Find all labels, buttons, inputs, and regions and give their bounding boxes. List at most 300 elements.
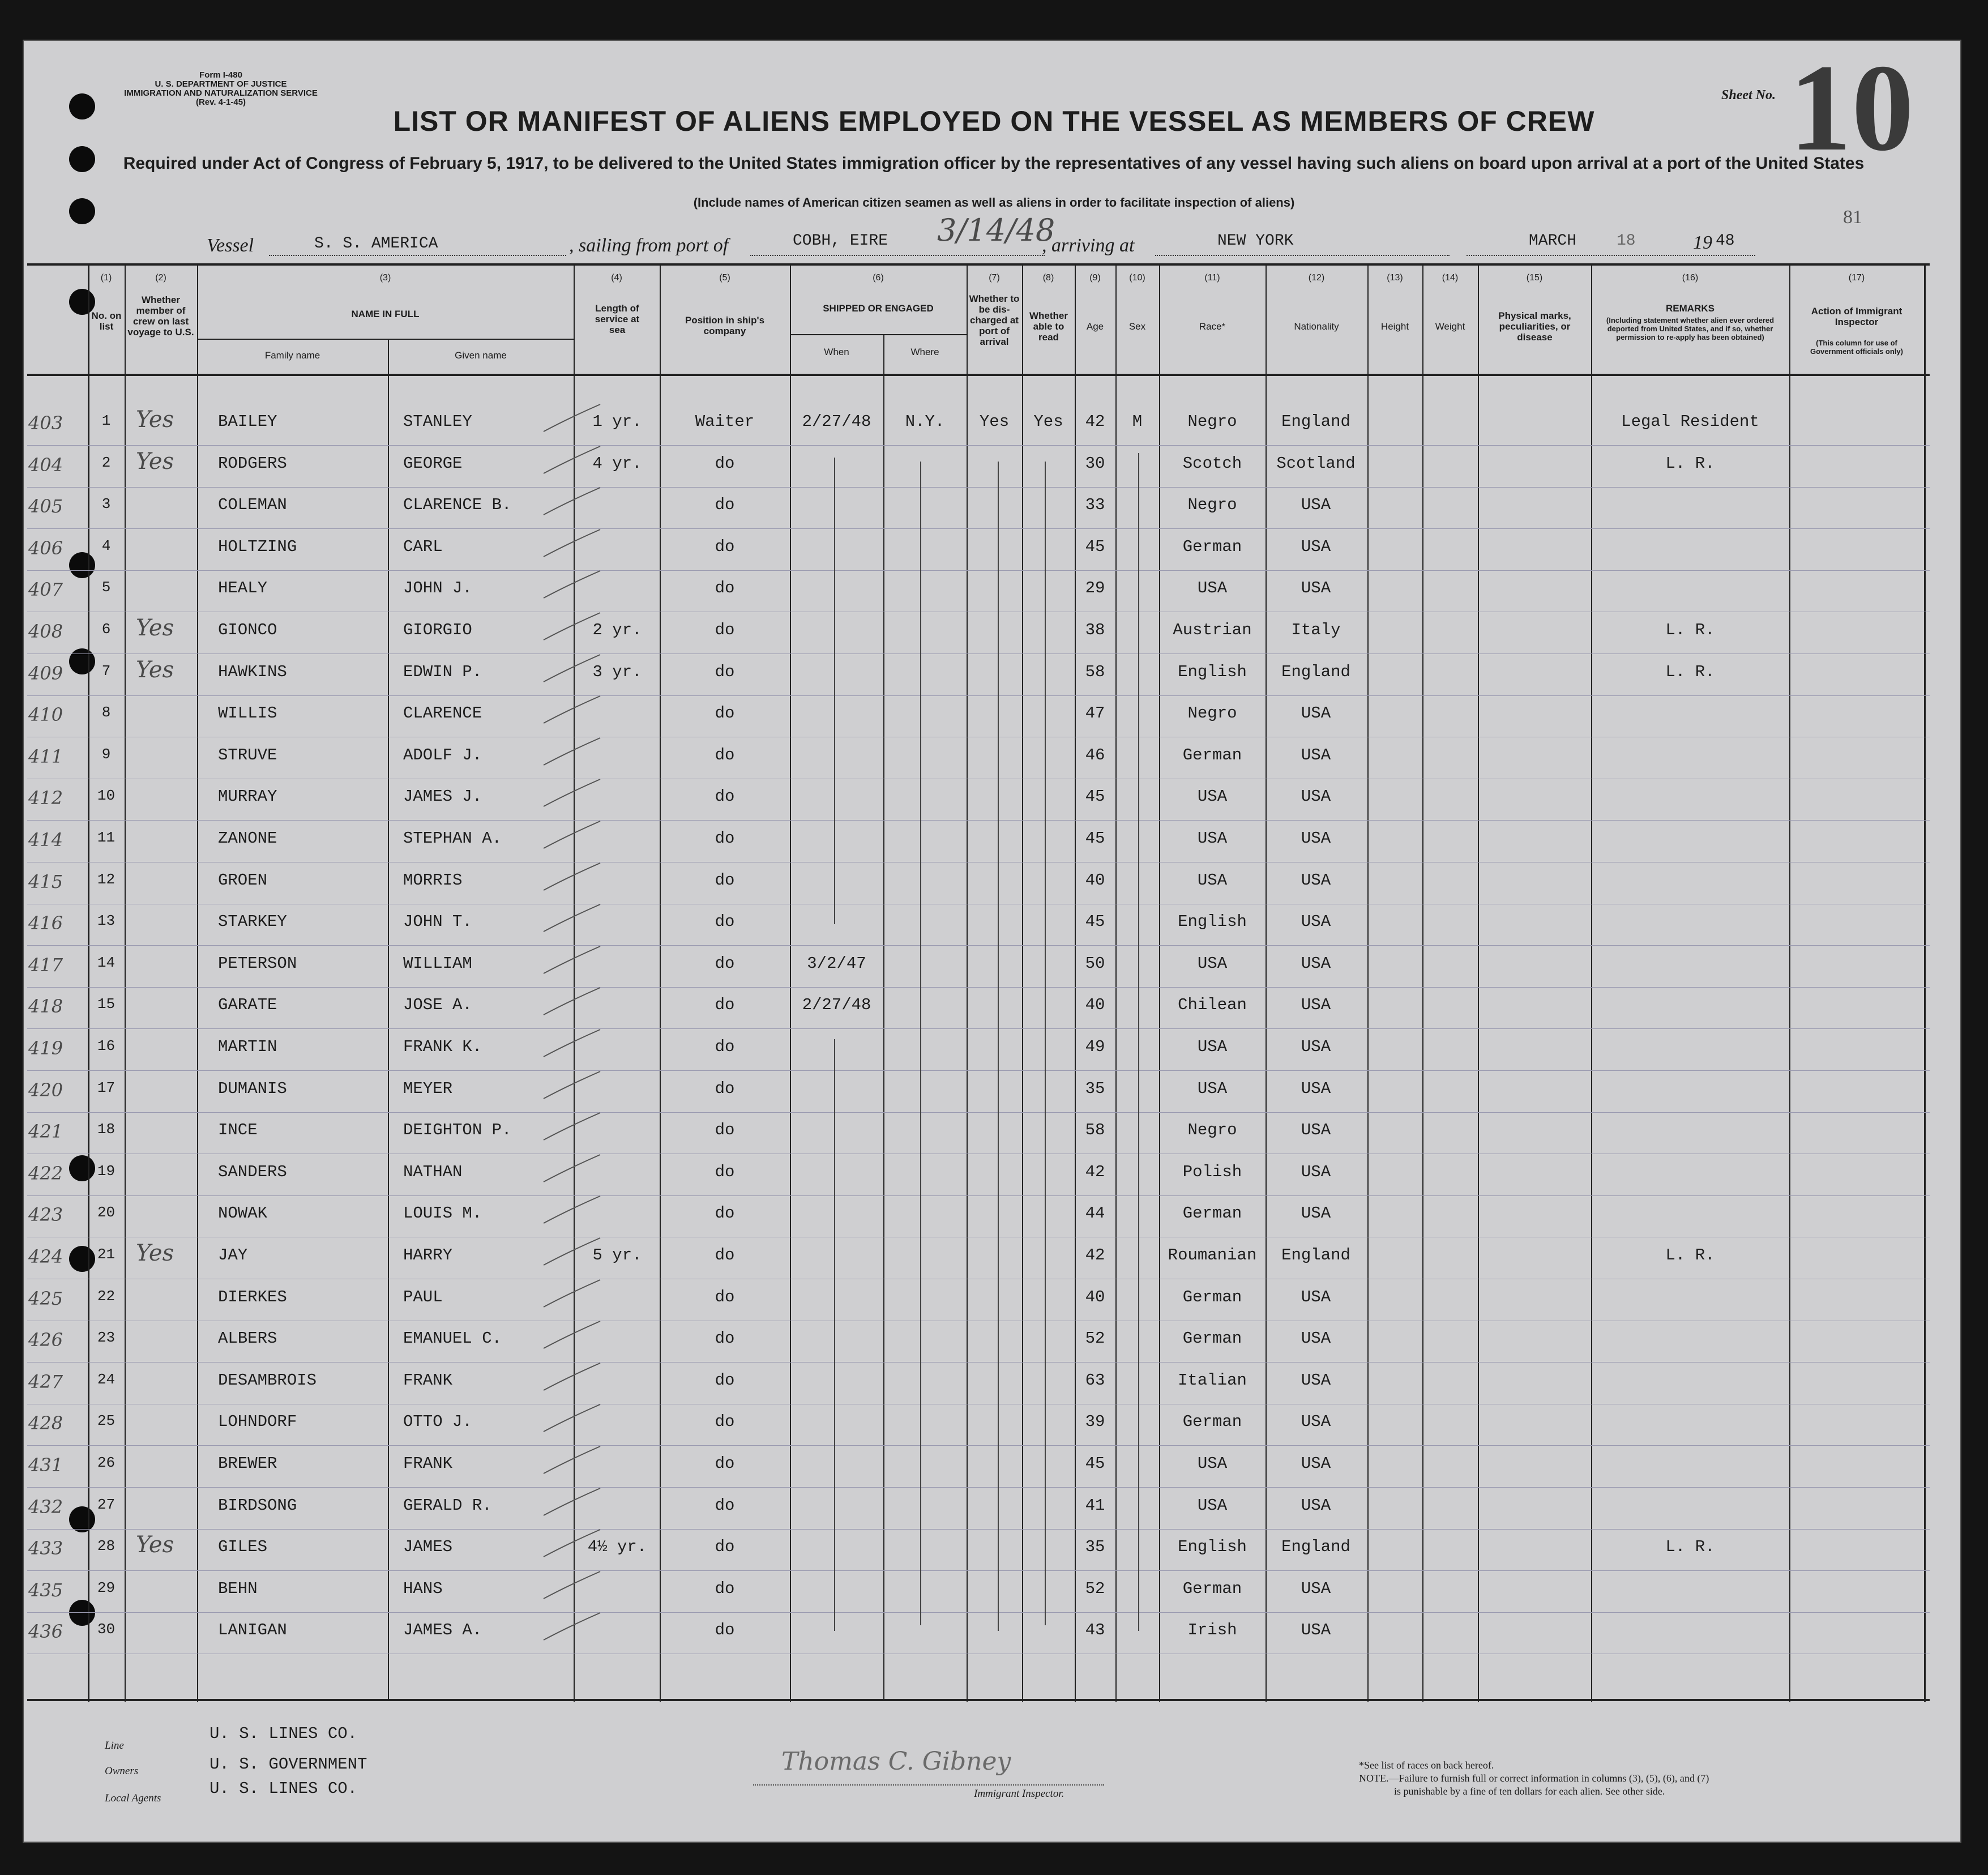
cell-race: Negro: [1187, 412, 1237, 431]
pencil-check-mark: [541, 485, 603, 519]
cell-age: 38: [1085, 621, 1105, 639]
cell-margin: 435: [28, 1579, 63, 1601]
cell-race: German: [1182, 745, 1242, 764]
cell-given: HARRY: [403, 1246, 453, 1265]
cell-remarks: L. R.: [1665, 621, 1715, 639]
cell-position: do: [715, 496, 735, 515]
line-label: Line: [105, 1740, 124, 1752]
cell-service: 4½ yr.: [587, 1537, 647, 1557]
cell-service: 2 yr.: [592, 621, 642, 639]
row-rule: [27, 1362, 1930, 1363]
cell-no: 7: [101, 662, 111, 680]
cell-remarks: L. R.: [1665, 454, 1715, 473]
cell-margin: 426: [28, 1329, 63, 1351]
header-where: Where: [910, 347, 939, 357]
ditto-line: [834, 458, 835, 924]
cell-service: 3 yr.: [592, 662, 642, 681]
row-rule: [27, 528, 1930, 529]
cell-given: GERALD R.: [403, 1496, 492, 1515]
cell-nationality: USA: [1301, 1162, 1331, 1181]
cell-margin: 409: [28, 662, 63, 684]
cell-margin: 405: [28, 496, 63, 518]
cell-family: JAY: [218, 1246, 248, 1265]
cell-nationality: USA: [1301, 1412, 1331, 1432]
cell-position: do: [715, 537, 735, 556]
cell-no: 29: [97, 1579, 116, 1596]
cell-remarks: L. R.: [1665, 662, 1715, 681]
cell-remarks: Legal Resident: [1621, 412, 1759, 431]
vessel-name: S. S. AMERICA: [314, 235, 438, 253]
cell-when: 2/27/48: [802, 412, 871, 431]
cell-nationality: USA: [1301, 579, 1331, 598]
cell-nationality: USA: [1301, 704, 1331, 723]
cell-when: 2/27/48: [802, 996, 871, 1015]
cell-nationality: USA: [1301, 1037, 1331, 1056]
cell-nationality: England: [1281, 412, 1350, 431]
cell-family: BEHN: [218, 1579, 258, 1598]
cell-nationality: USA: [1301, 1370, 1331, 1390]
cell-no: 14: [97, 954, 116, 971]
cell-given: LOUIS M.: [403, 1204, 482, 1223]
pencil-check-mark: [541, 569, 603, 603]
cell-nationality: USA: [1301, 1079, 1331, 1098]
cell-race: USA: [1197, 1454, 1228, 1473]
cell-family: WILLIS: [218, 704, 277, 723]
cell-margin: 423: [28, 1204, 63, 1226]
cell-family: GROEN: [218, 870, 268, 890]
cell-margin: 425: [28, 1287, 63, 1309]
cell-margin: 403: [28, 412, 63, 434]
cell-given: EDWIN P.: [403, 662, 482, 681]
cell-age: 29: [1085, 579, 1105, 598]
col-number: (16): [1682, 273, 1699, 283]
cell-race: German: [1182, 537, 1242, 556]
cell-nationality: USA: [1301, 1204, 1331, 1223]
cell-no: 6: [101, 621, 111, 638]
cell-crew: Yes: [136, 1240, 174, 1266]
cell-race: Negro: [1187, 704, 1237, 723]
cell-given: STEPHAN A.: [403, 829, 502, 848]
cell-age: 33: [1085, 496, 1105, 515]
cell-position: do: [715, 1162, 735, 1181]
header-sex: Sex: [1128, 321, 1146, 332]
ditto-line: [998, 462, 999, 1631]
pencil-check-mark: [541, 1444, 603, 1478]
cell-margin: 410: [28, 704, 63, 726]
pencil-check-mark: [541, 902, 603, 936]
arrival-year: 48: [1716, 232, 1735, 250]
cell-age: 47: [1085, 704, 1105, 723]
cell-nationality: USA: [1301, 1329, 1331, 1348]
cell-race: English: [1178, 912, 1247, 932]
cell-race: USA: [1197, 829, 1228, 848]
punch-hole: [69, 146, 95, 172]
pencil-check-mark: [541, 1194, 603, 1228]
cell-given: JOHN J.: [403, 579, 472, 598]
cell-margin: 433: [28, 1537, 63, 1560]
col-number: (8): [1042, 273, 1054, 283]
header-action: Action of Immigrant Inspector: [1811, 306, 1903, 327]
header-race: Race*: [1199, 321, 1226, 332]
cell-family: MURRAY: [218, 787, 277, 806]
cell-family: DESAMBROIS: [218, 1370, 317, 1390]
cell-age: 49: [1085, 1037, 1105, 1056]
cell-race: USA: [1197, 870, 1228, 890]
pencil-check-mark: [541, 1027, 603, 1061]
cell-age: 45: [1085, 1454, 1105, 1473]
cell-family: STARKEY: [218, 912, 287, 932]
cell-position: do: [715, 954, 735, 973]
cell-given: JOHN T.: [403, 912, 472, 932]
cell-race: USA: [1197, 787, 1228, 806]
cell-no: 2: [101, 454, 111, 471]
col-number: (11): [1204, 273, 1220, 283]
cell-no: 8: [101, 704, 111, 721]
cell-nationality: England: [1281, 662, 1350, 681]
ditto-line: [1045, 462, 1046, 1625]
cell-position: do: [715, 704, 735, 723]
row-rule: [27, 1487, 1930, 1488]
col-number: (15): [1526, 273, 1543, 283]
cell-nationality: USA: [1301, 912, 1331, 932]
page-title: LIST OR MANIFEST OF ALIENS EMPLOYED ON THE VESSEL AS MEMBERS OF CREW: [393, 105, 1595, 137]
cell-margin: 436: [28, 1621, 63, 1643]
cell-family: LOHNDORF: [218, 1412, 297, 1432]
header-remarks: REMARKS: [1666, 303, 1715, 314]
departure-port: COBH, EIRE: [793, 232, 888, 250]
cell-margin: 407: [28, 579, 63, 601]
cell-sex: M: [1132, 412, 1143, 431]
cell-age: 44: [1085, 1204, 1105, 1223]
cell-family: INCE: [218, 1121, 258, 1140]
cell-race: USA: [1197, 1037, 1228, 1056]
pencil-check-mark: [541, 1611, 603, 1645]
row-rule: [27, 1612, 1930, 1613]
col-number: (2): [155, 273, 166, 283]
pencil-check-mark: [541, 1569, 603, 1603]
col-number: (13): [1387, 273, 1403, 283]
cell-nationality: USA: [1301, 1454, 1331, 1473]
col-number: (5): [719, 273, 730, 283]
cell-age: 39: [1085, 1412, 1105, 1432]
cell-read: Yes: [1033, 412, 1063, 431]
header-nationality: Nationality: [1294, 321, 1339, 332]
cell-position: do: [715, 1370, 735, 1390]
form-identifier: [91, 71, 351, 107]
arrival-month: MARCH: [1529, 232, 1577, 250]
cell-given: FRANK K.: [403, 1037, 482, 1056]
cell-race: German: [1182, 1204, 1242, 1223]
cell-no: 30: [97, 1621, 116, 1638]
cell-given: CLARENCE: [403, 704, 482, 723]
cell-family: ZANONE: [218, 829, 277, 848]
cell-no: 20: [97, 1204, 116, 1221]
cell-family: PETERSON: [218, 954, 297, 973]
cell-race: Roumanian: [1168, 1246, 1257, 1265]
header-given-name: Given name: [455, 350, 507, 361]
cell-when: 3/2/47: [807, 954, 866, 973]
cell-given: NATHAN: [403, 1162, 463, 1181]
ditto-line: [1138, 453, 1139, 1631]
row-rule: [27, 695, 1930, 696]
pencil-check-mark: [541, 777, 603, 811]
pencil-check-mark: [541, 985, 603, 1019]
pencil-check-mark: [541, 402, 603, 436]
form-service: IMMIGRATION AND NATURALIZATION SERVICE: [124, 88, 318, 98]
cell-race: USA: [1197, 1496, 1228, 1515]
cell-nationality: USA: [1301, 537, 1331, 556]
cell-no: 21: [97, 1246, 116, 1263]
cell-position: do: [715, 1079, 735, 1098]
cell-family: BIRDSONG: [218, 1496, 297, 1515]
cell-given: JAMES J.: [403, 787, 482, 806]
cell-position: do: [715, 1454, 735, 1473]
cell-no: 12: [97, 870, 116, 888]
cell-family: BAILEY: [218, 412, 277, 431]
cell-family: HOLTZING: [218, 537, 297, 556]
cell-given: WILLIAM: [403, 954, 472, 973]
cell-given: JOSE A.: [403, 996, 472, 1015]
cell-age: 58: [1085, 662, 1105, 681]
cell-given: FRANK: [403, 1454, 453, 1473]
cell-margin: 412: [28, 787, 63, 809]
pencil-check-mark: [541, 1361, 603, 1395]
pencil-check-mark: [541, 1402, 603, 1436]
cell-given: CARL: [403, 537, 443, 556]
cell-crew: Yes: [136, 1532, 174, 1558]
cell-family: HEALY: [218, 579, 268, 598]
cell-nationality: USA: [1301, 1287, 1331, 1306]
subtitle-note: (Include names of American citizen seamen as well as aliens in order to facilitate inspection of aliens): [693, 195, 1295, 210]
header-able-read: Whether able to read: [1029, 310, 1068, 343]
cell-no: 4: [101, 537, 111, 554]
inspector-signature: Thomas C. Gibney: [781, 1747, 1011, 1776]
cell-nationality: USA: [1301, 787, 1331, 806]
footnote-penalty: NOTE.—Failure to furnish full or correct information in columns (3), (5), (6), and (7): [1359, 1773, 1709, 1784]
cell-race: Polish: [1182, 1162, 1242, 1181]
cell-no: 9: [101, 745, 111, 763]
cell-age: 40: [1085, 996, 1105, 1015]
footnote-races: *See list of races on back hereof.: [1359, 1759, 1494, 1771]
cell-given: PAUL: [403, 1287, 443, 1306]
cell-age: 41: [1085, 1496, 1105, 1515]
cell-no: 5: [101, 579, 111, 596]
cell-position: do: [715, 1496, 735, 1515]
pencil-check-mark: [541, 819, 603, 853]
pencil-check-mark: [541, 527, 603, 561]
cell-age: 52: [1085, 1579, 1105, 1598]
cell-service: 5 yr.: [592, 1246, 642, 1265]
cell-given: CLARENCE B.: [403, 496, 512, 515]
form-number: Form I-480: [199, 70, 242, 80]
cell-crew: Yes: [136, 448, 174, 475]
cell-age: 42: [1085, 412, 1105, 431]
cell-position: do: [715, 1579, 735, 1598]
pencil-check-mark: [541, 1527, 603, 1561]
cell-given: OTTO J.: [403, 1412, 472, 1432]
cell-remarks: L. R.: [1665, 1246, 1715, 1265]
header-family-name: Family name: [264, 350, 320, 361]
row-rule: [27, 1529, 1930, 1530]
cell-service: 1 yr.: [592, 412, 642, 431]
cell-margin: 414: [28, 829, 63, 851]
cell-nationality: USA: [1301, 1621, 1331, 1640]
cell-no: 27: [97, 1496, 116, 1513]
cell-nationality: USA: [1301, 829, 1331, 848]
header-height: Height: [1380, 321, 1409, 332]
header-remarks-note: (Including statement whether alien ever ordered deported from United States, and if so, whether permission to re-apply has been obtained): [1606, 316, 1775, 341]
footnote-fine: is punishable by a fine of ten dollars for each alien. See other side.: [1394, 1786, 1665, 1797]
col-number: (17): [1848, 273, 1865, 283]
cell-given: MEYER: [403, 1079, 453, 1098]
cell-race: Scotch: [1182, 454, 1242, 473]
cell-nationality: USA: [1301, 954, 1331, 973]
cell-no: 26: [97, 1454, 116, 1471]
row-rule: [27, 1445, 1930, 1446]
cell-position: do: [715, 579, 735, 598]
cell-nationality: England: [1281, 1246, 1350, 1265]
page-subtitle: Required under Act of Congress of February 5, 1917, to be delivered to the United States immigration officer by the representatives of any vessel having such aliens on board upon arrival at a port of the United States: [123, 154, 1865, 173]
cell-age: 40: [1085, 870, 1105, 890]
cell-age: 45: [1085, 829, 1105, 848]
cell-family: DIERKES: [218, 1287, 287, 1306]
cell-family: HAWKINS: [218, 662, 287, 681]
cell-nationality: USA: [1301, 745, 1331, 764]
cell-position: do: [715, 1246, 735, 1265]
cell-age: 35: [1085, 1537, 1105, 1557]
cell-age: 40: [1085, 1287, 1105, 1306]
cell-crew: Yes: [136, 615, 174, 641]
cell-no: 24: [97, 1370, 116, 1388]
cell-age: 43: [1085, 1621, 1105, 1640]
pencil-check-mark: [541, 652, 603, 686]
cell-nationality: Italy: [1291, 621, 1341, 639]
cell-position: do: [715, 1537, 735, 1557]
agents-label: Local Agents: [105, 1792, 161, 1804]
pencil-check-mark: [541, 610, 603, 644]
sheet-number: 10: [1789, 39, 1914, 177]
cell-given: FRANK: [403, 1370, 453, 1390]
cell-discharged: Yes: [979, 412, 1010, 431]
cell-race: Negro: [1187, 1121, 1237, 1140]
vessel-label: Vessel: [207, 235, 254, 256]
arriving-label: , arriving at: [1042, 235, 1135, 256]
cell-race: Chilean: [1178, 996, 1247, 1015]
cell-position: do: [715, 1412, 735, 1432]
cell-family: GILES: [218, 1537, 268, 1557]
cell-crew: Yes: [136, 656, 174, 683]
row-rule: [27, 987, 1930, 988]
cell-margin: 424: [28, 1246, 63, 1267]
cell-position: do: [715, 662, 735, 681]
row-rule: [27, 570, 1930, 571]
form-department: U. S. DEPARTMENT OF JUSTICE: [155, 79, 287, 89]
col-number: (9): [1089, 273, 1101, 283]
cell-race: Austrian: [1173, 621, 1252, 639]
header-shipped-engaged: SHIPPED OR ENGAGED: [823, 303, 934, 314]
cell-position: do: [715, 829, 735, 848]
cell-position: Waiter: [695, 412, 755, 431]
cell-given: EMANUEL C.: [403, 1329, 502, 1348]
cell-margin: 432: [28, 1496, 63, 1518]
cell-margin: 404: [28, 454, 63, 476]
cell-nationality: USA: [1301, 1121, 1331, 1140]
cell-race: Italian: [1178, 1370, 1247, 1390]
row-rule: [27, 820, 1930, 821]
header-position: Position in ship's company: [685, 315, 765, 336]
cell-race: USA: [1197, 1079, 1228, 1098]
cell-no: 16: [97, 1037, 116, 1054]
cell-age: 42: [1085, 1246, 1105, 1265]
cell-given: MORRIS: [403, 870, 463, 890]
cell-position: do: [715, 454, 735, 473]
cell-margin: 406: [28, 537, 63, 559]
header-crew-member: Whether member of crew on last voyage to U.S.: [127, 294, 194, 338]
cell-age: 45: [1085, 787, 1105, 806]
row-rule: [27, 945, 1930, 946]
cell-margin: 416: [28, 912, 63, 934]
cell-nationality: USA: [1301, 1496, 1331, 1515]
cell-age: 50: [1085, 954, 1105, 973]
arrival-port: NEW YORK: [1217, 232, 1294, 250]
cell-margin: 428: [28, 1412, 63, 1434]
cell-service: 4 yr.: [592, 454, 642, 473]
cell-position: do: [715, 1204, 735, 1223]
cell-race: Irish: [1187, 1621, 1237, 1640]
cell-position: do: [715, 621, 735, 639]
col-number: (10): [1129, 273, 1145, 283]
cell-race: German: [1182, 1287, 1242, 1306]
cell-nationality: Scotland: [1276, 454, 1356, 473]
cell-age: 63: [1085, 1370, 1105, 1390]
cell-position: do: [715, 1329, 735, 1348]
cell-family: NOWAK: [218, 1204, 268, 1223]
cell-family: LANIGAN: [218, 1621, 287, 1640]
header-name-in-full: NAME IN FULL: [351, 309, 420, 319]
cell-race: German: [1182, 1579, 1242, 1598]
pencil-check-mark: [541, 944, 603, 978]
col-number: (14): [1442, 273, 1459, 283]
cell-family: SANDERS: [218, 1162, 287, 1181]
cell-family: STRUVE: [218, 745, 277, 764]
cell-nationality: USA: [1301, 1579, 1331, 1598]
header-weight: Weight: [1435, 321, 1465, 332]
cell-no: 13: [97, 912, 116, 930]
cell-nationality: USA: [1301, 996, 1331, 1015]
cell-position: do: [715, 1287, 735, 1306]
col-number: (7): [989, 273, 1000, 283]
pencil-check-mark: [541, 444, 603, 478]
cell-margin: 431: [28, 1454, 63, 1476]
cell-margin: 415: [28, 870, 63, 892]
cell-family: BREWER: [218, 1454, 277, 1473]
cell-remarks: L. R.: [1665, 1537, 1715, 1557]
cell-age: 42: [1085, 1162, 1105, 1181]
cell-no: 22: [97, 1287, 116, 1305]
pencil-check-mark: [541, 1111, 603, 1144]
col-number: (12): [1308, 273, 1325, 283]
pencil-check-mark: [541, 1486, 603, 1520]
cell-crew: Yes: [136, 407, 174, 433]
cell-margin: 422: [28, 1162, 63, 1184]
pencil-check-mark: [541, 861, 603, 895]
cell-margin: 411: [28, 745, 63, 767]
cell-no: 1: [101, 412, 111, 429]
cell-family: MARTIN: [218, 1037, 277, 1056]
cell-age: 45: [1085, 537, 1105, 556]
pencil-check-mark: [541, 1152, 603, 1186]
cell-given: HANS: [403, 1579, 443, 1598]
